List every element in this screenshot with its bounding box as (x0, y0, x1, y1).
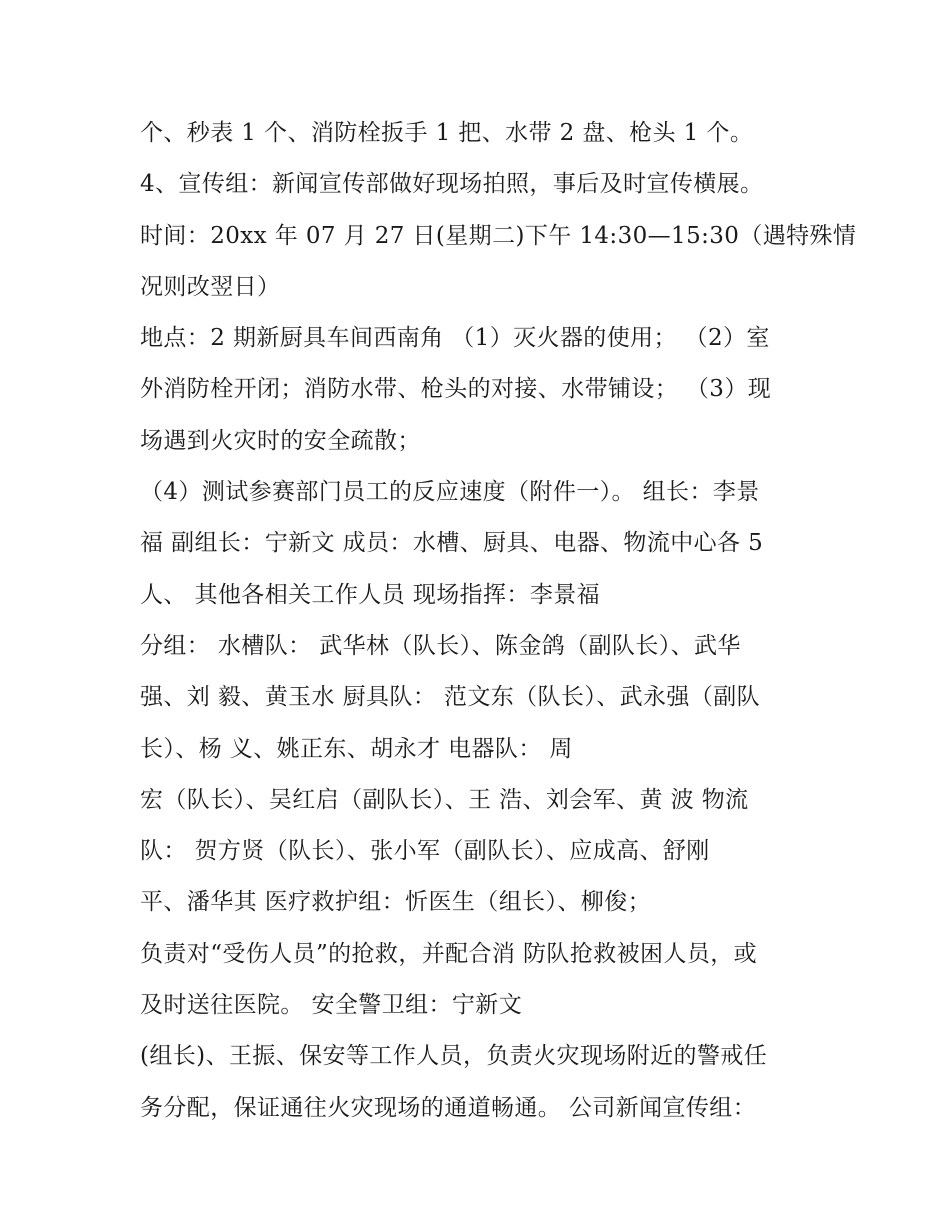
text-line: 宏（队长）、吴红启（副队长）、王 浩、刘会军、黄 波 物流 (140, 786, 749, 813)
text-line: 强、刘 毅、黄玉水 厨具队： 范文东（队长）、武永强（副队 (140, 684, 761, 711)
text-line: 外消防栓开闭；消防水带、枪头的对接、水带铺设； （3）现 (140, 376, 772, 403)
text-line: 分组： 水槽队： 武华林（队长）、陈金鸽（副队长）、武华 (140, 632, 741, 659)
text-line: 及时送往医院。 安全警卫组：宁新文 (140, 992, 523, 1019)
text-line: 队： 贺方贤（队长）、张小军（副队长）、应成高、舒刚 (140, 838, 710, 865)
text-line: 4、宣传组：新闻宣传部做好现场拍照，事后及时宣传横展。 (140, 171, 764, 198)
text-line: 场遇到火灾时的安全疏散； (140, 427, 421, 454)
text-line: 福 副组长：宁新文 成员：水槽、厨具、电器、物流中心各 5 (140, 530, 764, 557)
text-line: 地点：2 期新厨具车间西南角 （1）灭火器的使用； （2）室 (140, 325, 770, 352)
text-line: 长）、杨 义、姚正东、胡永才 电器队： 周 (140, 735, 573, 762)
text-line: 况则改翌日） (140, 273, 281, 300)
text-line: （4）测试参赛部门员工的反应速度（附件一）。 组长：李景 (140, 479, 760, 506)
text-line: 个、秒表 1 个、消防栓扳手 1 把、水带 2 盘、枪头 1 个。 (140, 120, 754, 146)
text-line: 负责对“受伤人员”的抢救，并配合消 防队抢救被困人员，或 (140, 940, 758, 967)
text-line: 时间：20xx 年 07 月 27 日(星期二)下午 14:30—15:30（遇特殊情 (140, 222, 857, 249)
text-line: (组长)、王振、保安等工作人员，负责火灾现场附近的警戒任 (140, 1043, 768, 1070)
text-line: 平、潘华其 医疗救护组：忻医生（组长）、柳俊； (140, 889, 652, 916)
text-line: 人、 其他各相关工作人员 现场指挥：李景福 (140, 581, 601, 608)
document-body (140, 108, 857, 1134)
text-line: 务分配，保证通往火灾现场的通道畅通。 公司新闻宣传组： (140, 1094, 757, 1121)
